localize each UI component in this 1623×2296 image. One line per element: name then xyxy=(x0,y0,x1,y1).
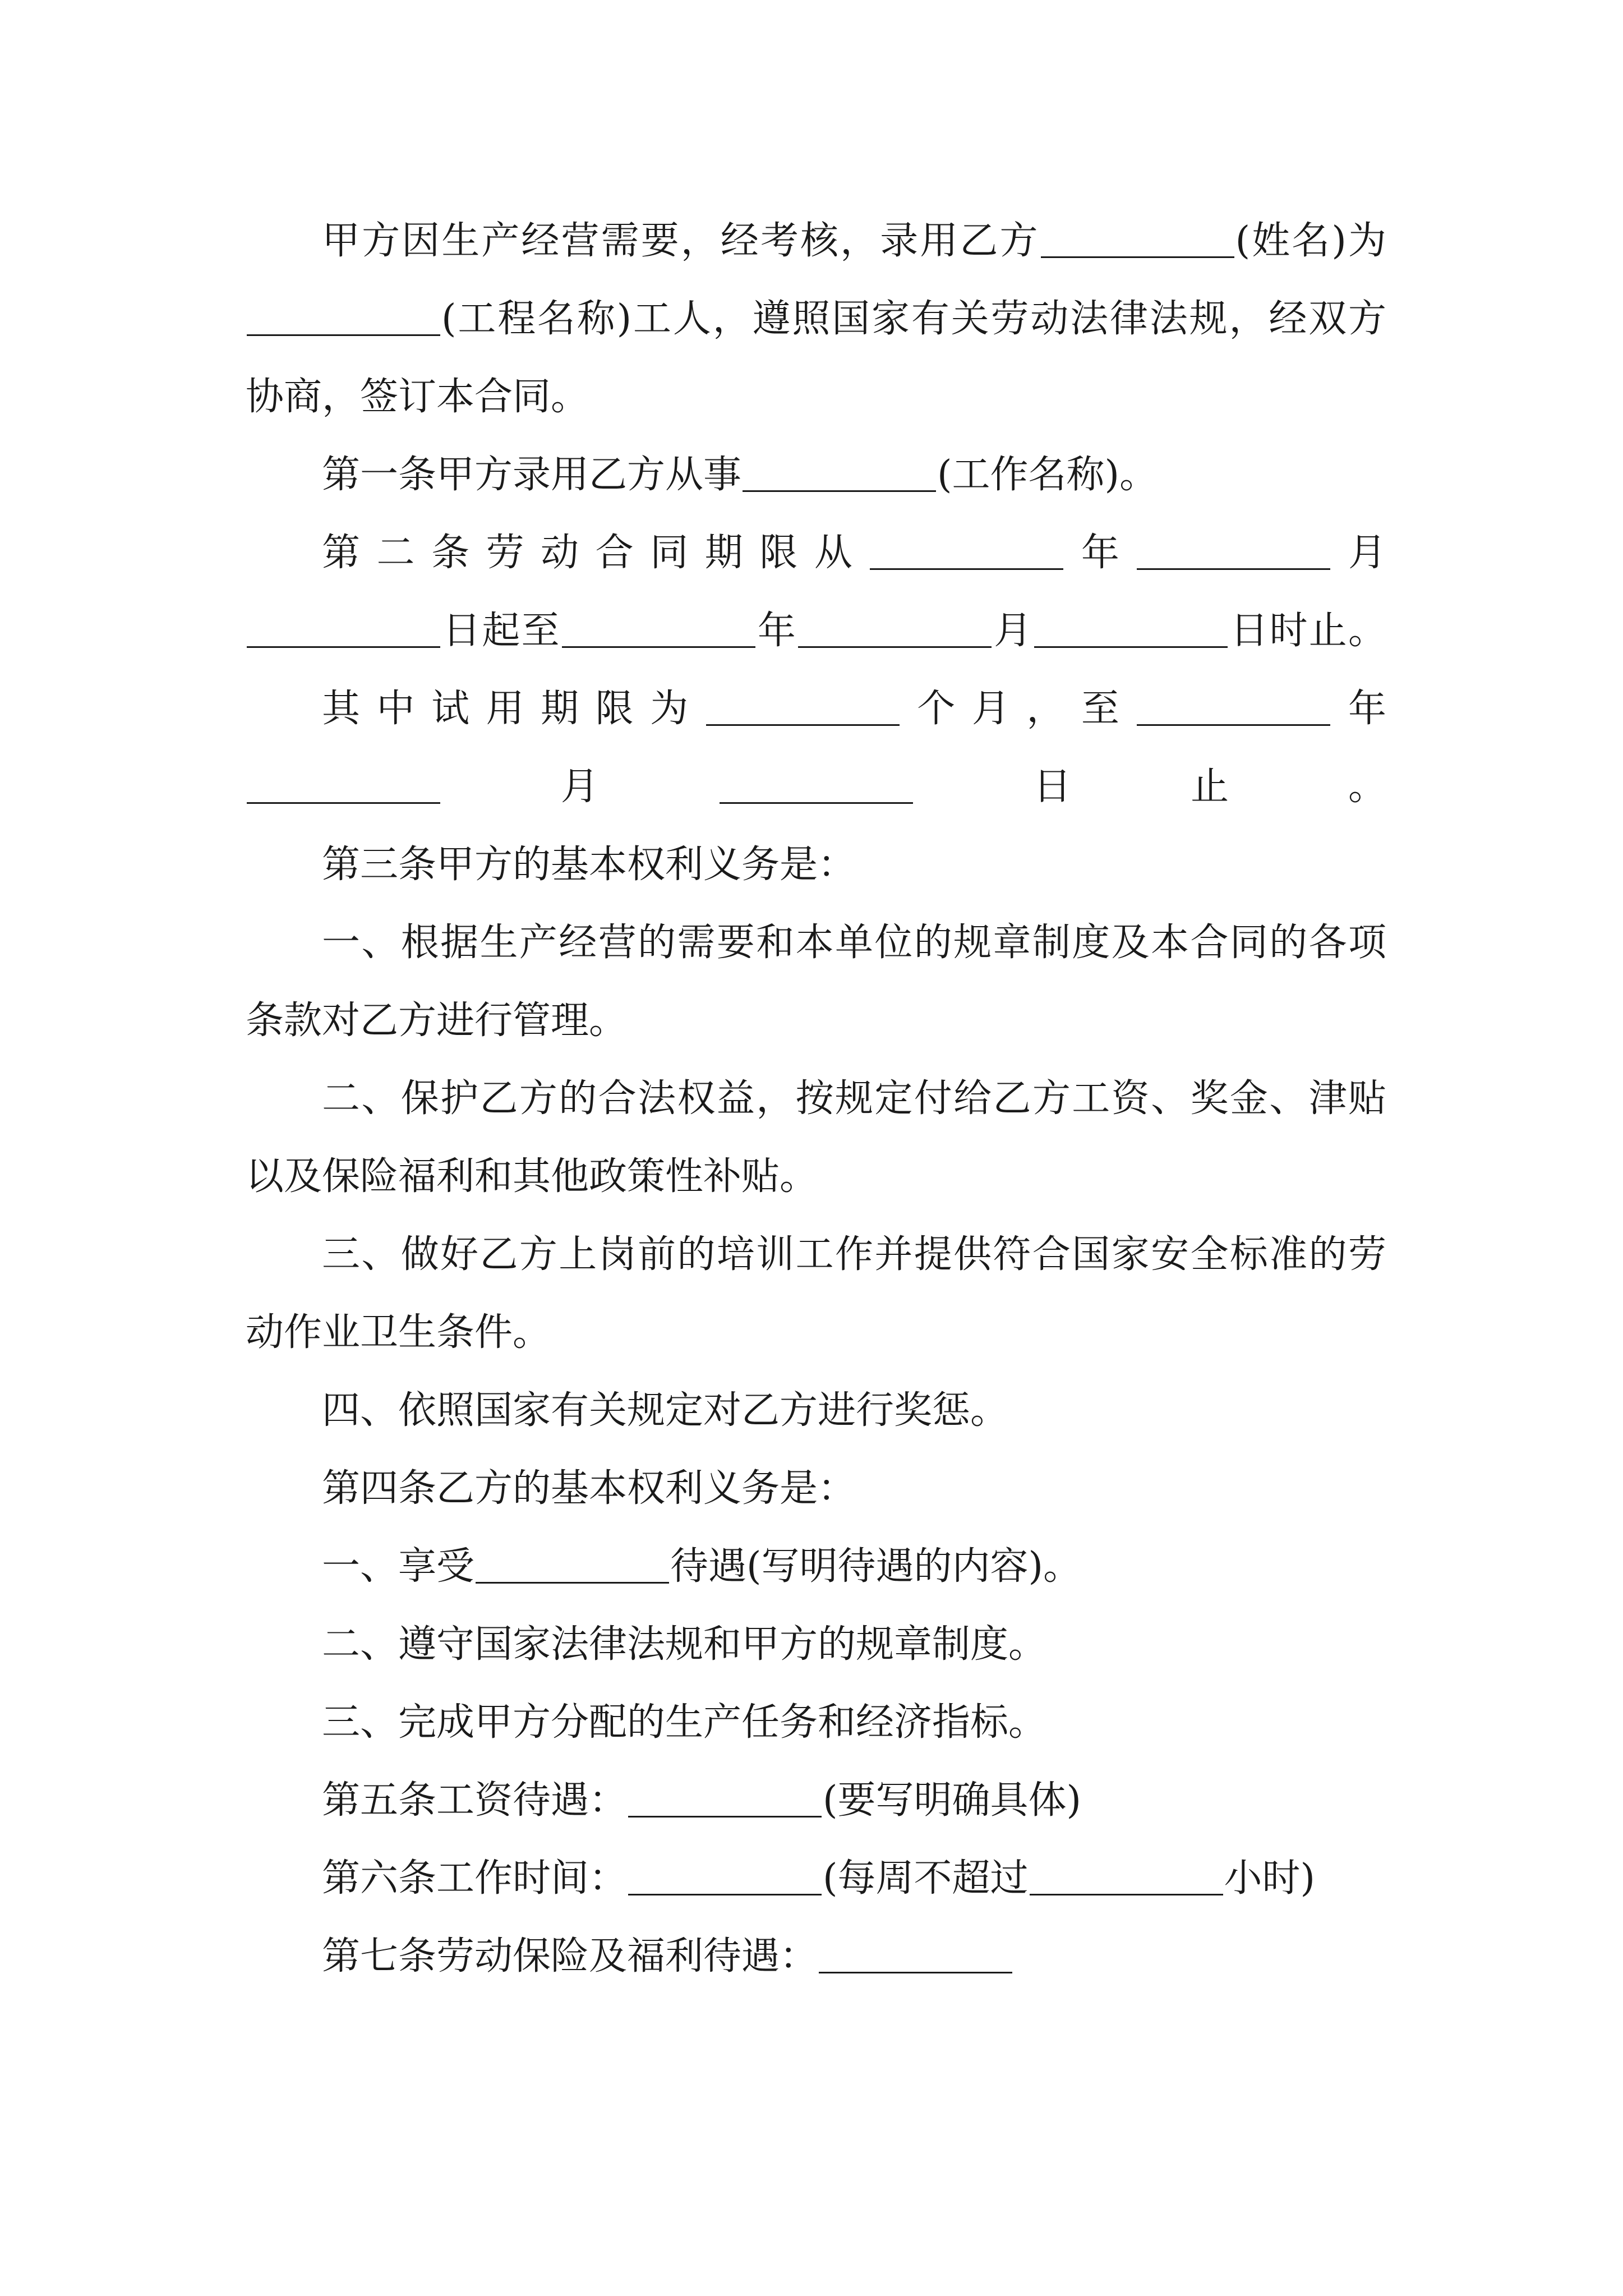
article-6-text: 第六条工作时间： xyxy=(322,1856,628,1901)
benefits-blank xyxy=(476,1544,669,1584)
article-1-suffix: (工作名称)。 xyxy=(937,453,1158,497)
preamble-text-2: (姓名)为 xyxy=(1235,219,1386,263)
probation-year-blank xyxy=(1137,686,1330,726)
end-year-blank xyxy=(562,608,755,648)
end-month-blank xyxy=(798,608,992,648)
name-blank xyxy=(1041,218,1234,258)
article-1 xyxy=(246,436,1386,514)
article-4-item-3: 三、完成甲方分配的生产任务和经济指标。 xyxy=(322,1700,1047,1745)
probation-day-blank xyxy=(720,764,913,804)
article-5-suffix: (要写明确具体) xyxy=(823,1778,1082,1823)
probation-clause xyxy=(246,670,1386,826)
end-month-label: 月 xyxy=(992,609,1034,653)
probation-months-label: 个月，至 xyxy=(900,687,1136,731)
article-2 xyxy=(246,514,1386,670)
article-3-item-4: 四、依照国家有关规定对乙方进行奖惩。 xyxy=(322,1388,1009,1433)
start-day-label: 日起至 xyxy=(441,609,561,653)
article-1-text: 第一条甲方录用乙方从事 xyxy=(322,453,742,497)
weekly-hours-blank xyxy=(1030,1856,1223,1895)
start-month-blank xyxy=(1137,530,1330,570)
start-year-blank xyxy=(870,530,1063,570)
insurance-blank xyxy=(819,1934,1012,1973)
article-6 xyxy=(246,1839,1386,1917)
article-4-item-2: 二、遵守国家法律法规和甲方的规章制度。 xyxy=(322,1622,1047,1667)
article-3-item-2: 二、保护乙方的合法权益，按规定付给乙方工资、奖金、津贴以及保险福利和其他政策性补贴。 xyxy=(246,1076,1386,1199)
end-day-label: 日时止。 xyxy=(1229,609,1386,653)
preamble-paragraph xyxy=(246,202,1386,436)
article-2-text: 第二条劳动合同期限从 xyxy=(322,531,869,575)
article-5-text: 第五条工资待遇： xyxy=(322,1778,628,1823)
article-7-text: 第七条劳动保险及福利待遇： xyxy=(322,1934,818,1978)
job-name-blank xyxy=(743,452,936,492)
article-6-suffix: 小时) xyxy=(1224,1856,1316,1901)
article-6-middle: (每周不超过 xyxy=(823,1856,1029,1901)
article-3-item-1: 一、根据生产经营的需要和本单位的规章制度及本合同的各项条款对乙方进行管理。 xyxy=(246,921,1386,1043)
probation-end-label: 日止。 xyxy=(914,765,1386,809)
end-year-label: 年 xyxy=(756,609,797,653)
article-4-item-1-text: 一、享受 xyxy=(322,1544,475,1589)
preamble-text-1: 甲方因生产经营需要，经考核，录用乙方 xyxy=(322,219,1040,263)
preamble-text-3: (工程名称)工人，遵照国家有关劳动法律法规，经双方协商，签订本合同。 xyxy=(246,297,1386,419)
start-month-label: 月 xyxy=(1331,531,1386,575)
article-7 xyxy=(246,1917,1386,1995)
probation-month-label: 月 xyxy=(441,765,718,809)
article-4-item-1 xyxy=(246,1527,1386,1605)
salary-blank xyxy=(628,1778,822,1818)
article-5 xyxy=(246,1761,1386,1839)
article-3-title: 第三条甲方的基本权利义务是： xyxy=(322,843,856,887)
start-day-blank xyxy=(247,608,440,648)
end-day-blank xyxy=(1034,608,1228,648)
project-name-blank xyxy=(247,296,440,336)
probation-month-blank xyxy=(247,764,440,804)
article-3-item-3: 三、做好乙方上岗前的培训工作并提供符合国家安全标准的劳动作业卫生条件。 xyxy=(246,1232,1386,1355)
start-year-label: 年 xyxy=(1064,531,1136,575)
article-4-title: 第四条乙方的基本权利义务是： xyxy=(322,1466,856,1511)
probation-months-blank xyxy=(706,686,900,726)
article-4-item-1-suffix: 待遇(写明待遇的内容)。 xyxy=(670,1544,1082,1589)
probation-text: 其中试用期限为 xyxy=(322,687,705,731)
contract-body xyxy=(246,202,1386,1995)
work-time-blank xyxy=(628,1856,822,1895)
probation-year-label: 年 xyxy=(1331,687,1386,731)
